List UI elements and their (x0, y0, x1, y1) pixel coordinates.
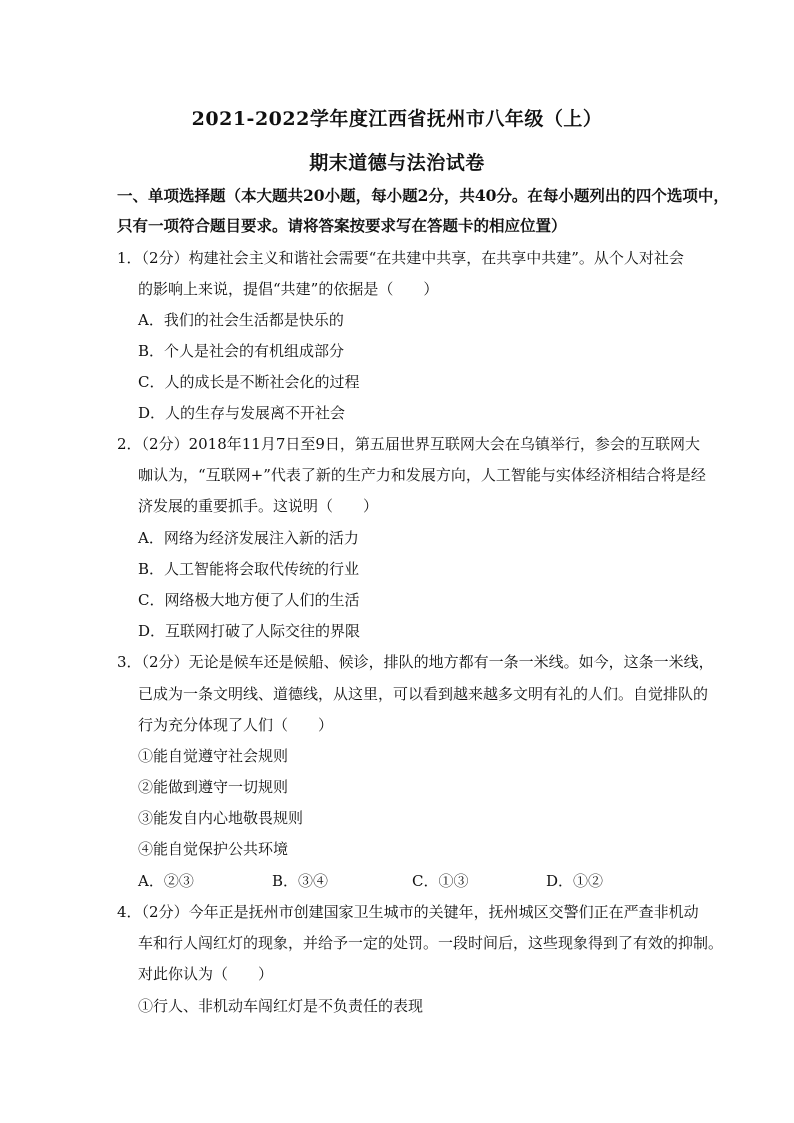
q3-stem-line2: 已成为一条文明线、道德线，从这里，可以看到越来越多文明有礼的人们。自觉排队的 (138, 685, 709, 703)
q3-statement-2: ②能做到遵守一切规则 (138, 778, 289, 796)
q4-stem-line1: 4．（2分）今年正是抚州市创建国家卫生城市的关键年，抚州城区交警们正在严查非机动 (117, 903, 699, 921)
q3-statement-1: ①能自觉遵守社会规则 (138, 747, 289, 765)
section-heading-line1: 一、单项选择题（本大题共20小题，每小题2分，共40分。在每小题列出的四个选项中， (117, 186, 729, 205)
q3-option-c: C．①③ (412, 872, 469, 890)
q2-stem-line3: 济发展的重要抓手。这说明（ ） (138, 497, 379, 515)
q1-option-b: B．个人是社会的有机组成部分 (138, 342, 345, 360)
exam-title: 2021-2022学年度江西省抚州市八年级（上） (191, 108, 603, 130)
q1-option-d: D．人的生存与发展离不开社会 (138, 404, 346, 422)
q3-stem-line1: 3．（2分）无论是候车还是候船、候诊，排队的地方都有一条一米线。如今，这条一米线， (117, 653, 714, 671)
exam-subtitle: 期末道德与法治试卷 (309, 152, 485, 174)
q4-stem-line2: 车和行人闯红灯的现象，并给予一定的处罚。一段时间后，这些现象得到了有效的抑制。 (138, 934, 724, 952)
q4-stem-line3: 对此你认为（ ） (138, 965, 274, 983)
q3-option-d: D．①② (546, 872, 604, 890)
q2-option-d: D．互联网打破了人际交往的界限 (138, 622, 361, 640)
section-heading-line2: 只有一项符合题目要求。请将答案按要求写在答题卡的相应位置） (117, 216, 567, 235)
q3-statement-4: ④能自觉保护公共环境 (138, 840, 289, 858)
q2-stem-line2: 咖认为，“互联网+”代表了新的生产力和发展方向，人工智能与实体经济相结合将是经 (138, 466, 706, 484)
q1-stem-line2: 的影响上来说，提倡“共建”的依据是（ ） (138, 280, 439, 298)
q4-statement-1: ①行人、非机动车闯红灯是不负责任的表现 (138, 997, 424, 1015)
q1-option-a: A．我们的社会生活都是快乐的 (138, 311, 344, 329)
q2-option-a: A．网络为经济发展注入新的活力 (138, 529, 359, 547)
q1-option-c: C．人的成长是不断社会化的过程 (138, 373, 360, 391)
q3-statement-3: ③能发自内心地敬畏规则 (138, 809, 304, 827)
q2-option-c: C．网络极大地方便了人们的生活 (138, 591, 360, 609)
q3-stem-line3: 行为充分体现了人们（ ） (138, 716, 334, 734)
q1-stem-line1: 1．（2分）构建社会主义和谐社会需要“在共建中共享，在共享中共建”。从个人对社会 (117, 249, 684, 267)
q2-option-b: B．人工智能将会取代传统的行业 (138, 560, 360, 578)
q2-stem-line1: 2．（2分）2018年11月7日至9日，第五届世界互联网大会在乌镇举行，参会的互联网大 (117, 435, 700, 453)
q3-option-b: B．③④ (272, 872, 329, 890)
q3-option-a: A．②③ (138, 872, 194, 890)
